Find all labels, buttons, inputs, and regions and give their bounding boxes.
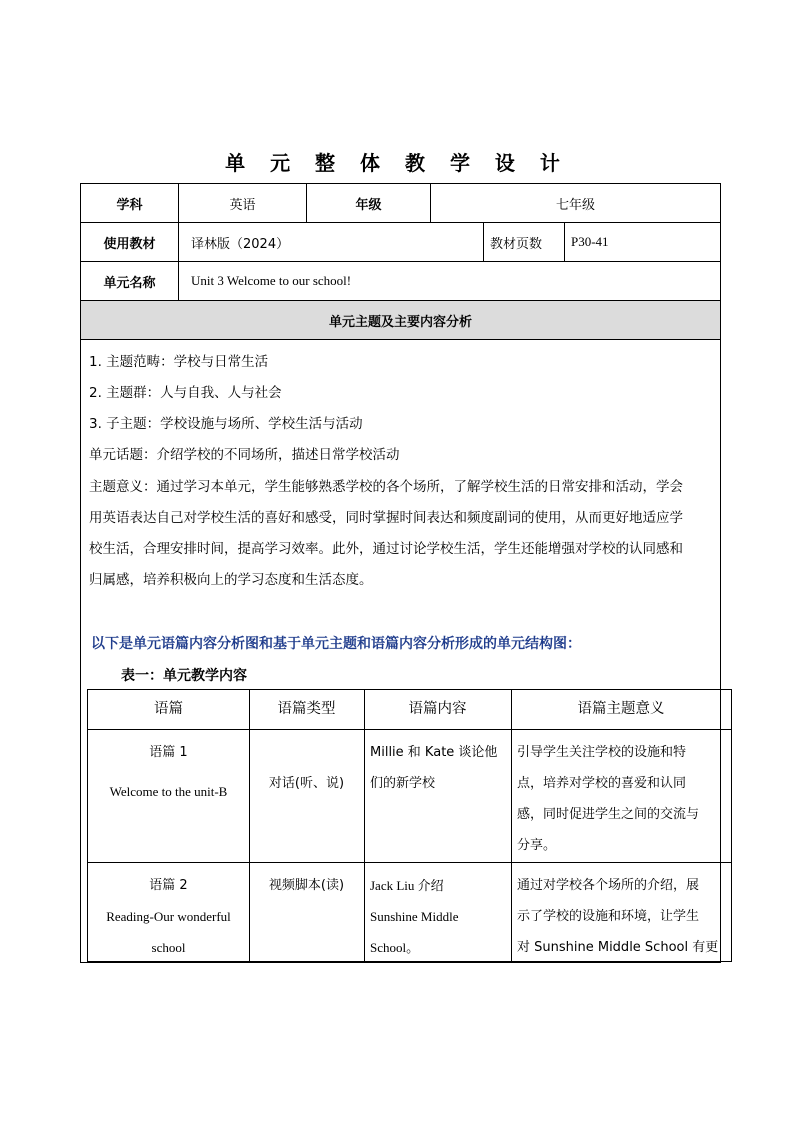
row1-content-line: Millie 和 Kate 谈论他 bbox=[370, 745, 498, 760]
theme-meaning-line: 主题意义：通过学习本单元，学生能够熟悉学校的各个场所，了解学校生活的日常安排和活动，学会 bbox=[89, 479, 683, 495]
header-type: 语篇类型 bbox=[277, 701, 336, 717]
row1-meaning bbox=[517, 737, 729, 861]
row2-content bbox=[370, 870, 510, 963]
row1-content bbox=[370, 737, 510, 799]
row1-type: 对话(听、说) bbox=[268, 776, 345, 791]
row2-text bbox=[88, 870, 249, 963]
column-divider bbox=[364, 690, 365, 961]
structure-intro: 以下是单元语篇内容分析图和基于单元主题和语篇内容分析形成的单元结构图： bbox=[91, 636, 581, 652]
unit-value: Unit 3 Welcome to our school! bbox=[178, 262, 720, 300]
row2-text-line: Reading-Our wonderful bbox=[106, 909, 231, 924]
row2-content-line: Jack Liu 介绍 bbox=[370, 878, 444, 893]
row2-meaning-line: 示了学校的设施和环境，让学生 bbox=[517, 909, 700, 924]
header-text: 语篇 bbox=[154, 701, 183, 717]
analysis-item-2: 2. 主题群：人与自我、人与社会 bbox=[89, 385, 282, 401]
row1-meaning-line: 引导学生关注学校的设施和特 bbox=[517, 745, 687, 760]
row2-content-line: School。 bbox=[370, 940, 420, 955]
row-divider bbox=[88, 862, 731, 863]
row1-meaning-line: 分享。 bbox=[517, 838, 557, 853]
row2-meaning bbox=[517, 870, 729, 963]
theme-meaning-line: 归属感，培养积极向上的学习态度和生活态度。 bbox=[89, 572, 373, 588]
textbook-row bbox=[81, 223, 720, 262]
header-content: 语篇内容 bbox=[408, 701, 467, 717]
row2-meaning-line: 通过对学校各个场所的介绍，展 bbox=[517, 878, 700, 893]
grade-label: 年级 bbox=[306, 184, 430, 222]
row1-content-line: 们的新学校 bbox=[370, 776, 436, 791]
row1-text-line: 语篇 1 bbox=[149, 745, 188, 760]
subject-label: 学科 bbox=[116, 197, 143, 213]
analysis-item-1: 1. 主题范畴：学校与日常生活 bbox=[89, 354, 269, 370]
row1-meaning-line: 感，同时促进学生之间的交流与 bbox=[517, 807, 700, 822]
analysis-item-3: 3. 子主题：学校设施与场所、学校生活与活动 bbox=[89, 416, 363, 432]
textbook-label: 使用教材 bbox=[103, 236, 156, 252]
unit-row bbox=[81, 262, 720, 301]
theme-meaning-line: 用英语表达自己对学校生活的喜好和感受，同时掌握时间表达和频度副词的使用，从而更好地适应学 bbox=[89, 510, 683, 526]
table1-label: 表一：单元教学内容 bbox=[121, 668, 247, 684]
textbook-value: 译林版（2024） bbox=[178, 223, 483, 261]
grade-value: 七年级 bbox=[430, 184, 720, 222]
row2-text-line: 语篇 2 bbox=[149, 878, 188, 893]
column-divider bbox=[511, 690, 512, 961]
row2-meaning-line: 对 Sunshine Middle School 有更 bbox=[517, 940, 719, 955]
analysis-header-row bbox=[81, 301, 720, 340]
row-divider bbox=[88, 729, 731, 730]
row2-text-line: school bbox=[151, 940, 186, 955]
pages-value: P30-41 bbox=[564, 223, 720, 261]
row1-text-line: Welcome to the unit-B bbox=[109, 784, 228, 799]
teaching-content-table bbox=[87, 689, 732, 962]
column-divider bbox=[249, 690, 250, 961]
pages-label: 教材页数 bbox=[483, 223, 564, 261]
row2-type: 视频脚本(读) bbox=[268, 878, 345, 893]
subject-row bbox=[81, 184, 720, 223]
theme-meaning bbox=[89, 472, 709, 596]
row1-text bbox=[88, 737, 249, 807]
row1-meaning-line: 点，培养对学校的喜爱和认同 bbox=[517, 776, 687, 791]
page-title: 单 元 整 体 教 学 设 计 bbox=[225, 151, 569, 175]
unit-label: 单元名称 bbox=[103, 275, 156, 291]
unit-topic: 单元话题：介绍学校的不同场所，描述日常学校活动 bbox=[89, 447, 400, 463]
subject-value: 英语 bbox=[178, 184, 306, 222]
analysis-header: 单元主题及主要内容分析 bbox=[328, 314, 472, 330]
theme-meaning-line: 校生活，合理安排时间，提高学习效率。此外，通过讨论学校生活，学生还能增强对学校的认同感和 bbox=[89, 541, 683, 557]
row2-content-line: Sunshine Middle bbox=[370, 909, 459, 924]
header-meaning: 语篇主题意义 bbox=[577, 701, 665, 717]
